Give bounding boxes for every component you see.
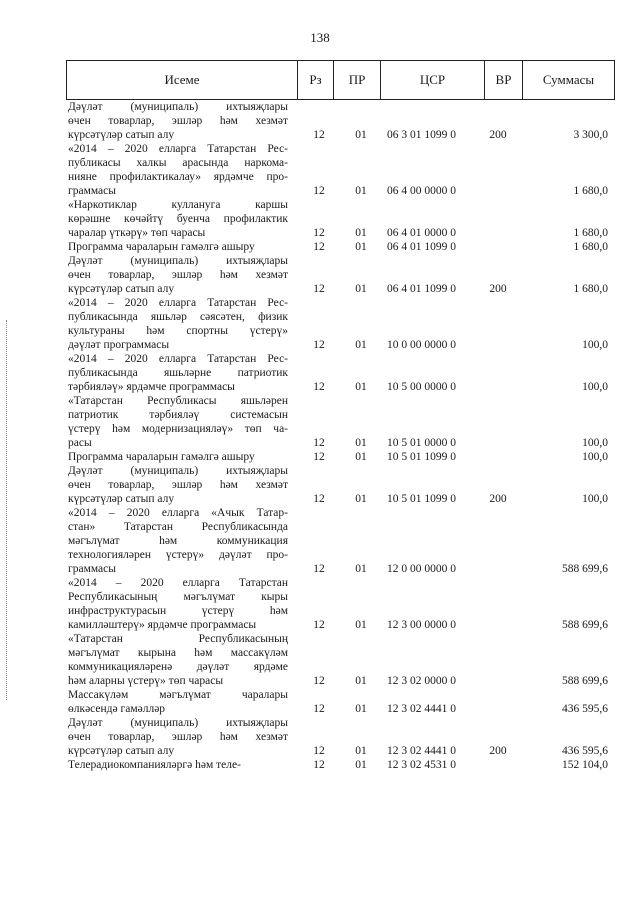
row-sum: 1 680,0 <box>573 227 608 239</box>
row-name-line: өчен товарлар, эшләр һәм хезмәт <box>68 479 288 491</box>
row-sum: 100,0 <box>582 437 608 449</box>
row-name-line: мәгълүмат кырына һәм массакүләм <box>68 647 288 659</box>
row-name-line: «2014 – 2020 елларга Татарстан Рес- <box>68 143 288 155</box>
row-pr: 01 <box>355 283 367 295</box>
row-name <box>68 198 288 240</box>
row-name-line: «Татарстан Республикасының <box>68 633 288 645</box>
row-sum: 436 595,6 <box>562 703 608 715</box>
row-name <box>68 688 288 716</box>
row-csr: 10 5 01 0000 0 <box>387 437 456 449</box>
table-row <box>0 296 640 352</box>
row-name-line: Дәүләт (муниципаль) ихтыяҗлары <box>68 255 288 267</box>
row-name <box>68 464 288 506</box>
row-csr: 06 3 01 1099 0 <box>387 129 456 141</box>
row-name-line: «2014 – 2020 елларга Татарстан Рес- <box>68 353 288 365</box>
row-name-line: күрсәтүләр сатып алу <box>68 745 175 757</box>
row-name-line: өчен товарлар, эшләр һәм хезмәт <box>68 269 288 281</box>
row-sum: 1 680,0 <box>573 241 608 253</box>
row-csr: 06 4 01 0000 0 <box>387 227 456 239</box>
row-name-line: публикасы халкы арасында наркома- <box>68 157 288 169</box>
table-row <box>0 576 640 632</box>
row-name-line: Программа чараларын гамәлгә ашыру <box>68 241 255 253</box>
row-name <box>68 100 288 142</box>
row-rz: 12 <box>313 227 325 239</box>
table-row <box>0 464 640 506</box>
row-name <box>68 632 288 688</box>
row-pr: 01 <box>355 227 367 239</box>
row-pr: 01 <box>355 675 367 687</box>
row-sum: 436 595,6 <box>562 745 608 757</box>
row-name-line: «2014 – 2020 елларга Татарстан <box>68 577 288 589</box>
row-name-line: һәм аларны үстерү» төп чарасы <box>68 675 224 687</box>
row-name <box>68 296 288 352</box>
row-name-line: Республикасының мәгълүмат кыры <box>68 591 288 603</box>
row-name-line: өчен товарлар, эшләр һәм хезмәт <box>68 115 288 127</box>
row-rz: 12 <box>313 759 325 771</box>
row-sum: 588 699,6 <box>562 675 608 687</box>
margin-scan-mark <box>6 320 9 700</box>
row-rz: 12 <box>313 185 325 197</box>
row-name-line: «Татарстан Республикасы яшьләрен <box>68 395 288 407</box>
row-pr: 01 <box>355 241 367 253</box>
row-vr: 200 <box>489 283 507 295</box>
row-pr: 01 <box>355 339 367 351</box>
row-name-line: инфраструктурасын үстерү һәм <box>68 605 288 617</box>
row-pr: 01 <box>355 759 367 771</box>
row-name-line: өчен товарлар, эшләр һәм хезмәт <box>68 731 288 743</box>
row-vr: 200 <box>489 745 507 757</box>
row-pr: 01 <box>355 703 367 715</box>
row-name-line: нияне профилактикалау» ярдәмче про- <box>68 171 288 183</box>
row-rz: 12 <box>313 381 325 393</box>
row-name-line: камилләштерү» ярдәмче программасы <box>68 619 257 631</box>
row-name-line: стан» Татарстан Республикасында <box>68 521 288 533</box>
row-csr: 06 4 01 1099 0 <box>387 283 456 295</box>
header-rz: Рз <box>298 61 334 99</box>
table-body <box>0 100 640 772</box>
row-name-line: коммуникацияләренә дәүләт ярдәме <box>68 661 288 673</box>
row-name-line: «2014 – 2020 елларга Татарстан Рес- <box>68 297 288 309</box>
row-csr: 12 3 02 4441 0 <box>387 703 456 715</box>
row-sum: 588 699,6 <box>562 619 608 631</box>
row-rz: 12 <box>313 675 325 687</box>
row-rz: 12 <box>313 493 325 505</box>
row-rz: 12 <box>313 451 325 463</box>
header-name: Исеме <box>67 61 298 99</box>
row-csr: 12 3 02 4441 0 <box>387 745 456 757</box>
row-csr: 10 0 00 0000 0 <box>387 339 456 351</box>
row-rz: 12 <box>313 339 325 351</box>
row-name <box>68 506 288 576</box>
table-row <box>0 142 640 198</box>
row-pr: 01 <box>355 563 367 575</box>
header-sum: Суммасы <box>542 72 595 87</box>
row-csr: 12 3 00 0000 0 <box>387 619 456 631</box>
row-name-line: Дәүләт (муниципаль) ихтыяҗлары <box>68 101 288 113</box>
row-name-line: дәүләт программасы <box>68 339 170 351</box>
row-name-line: күрсәтүләр сатып алу <box>68 283 175 295</box>
row-pr: 01 <box>355 493 367 505</box>
row-name-line: технологияләрен үстерү» дәүләт про- <box>68 549 288 561</box>
row-name-line: Программа чараларын гамәлгә ашыру <box>68 451 255 463</box>
row-rz: 12 <box>313 283 325 295</box>
table-row <box>0 240 640 254</box>
row-name <box>68 716 288 758</box>
row-pr: 01 <box>355 129 367 141</box>
table-row <box>0 394 640 450</box>
row-csr: 06 4 01 1099 0 <box>387 241 456 253</box>
table-row <box>0 450 640 464</box>
row-rz: 12 <box>313 619 325 631</box>
row-name-line: публикасында яшьләр сәясәтен, физик <box>68 311 288 323</box>
row-sum: 100,0 <box>582 339 608 351</box>
row-name-line: чаралар үткәрү» төп чарасы <box>68 227 206 239</box>
row-rz: 12 <box>313 745 325 757</box>
row-rz: 12 <box>313 563 325 575</box>
row-name <box>68 576 288 632</box>
row-name <box>68 450 288 464</box>
row-rz: 12 <box>313 703 325 715</box>
row-pr: 01 <box>355 745 367 757</box>
header-pr: ПР <box>334 61 381 99</box>
row-vr: 200 <box>489 129 507 141</box>
row-name-line: граммасы <box>68 185 116 197</box>
row-name <box>68 254 288 296</box>
row-name-line: үстерү һәм модернизацияләү» төп ча- <box>68 423 288 435</box>
row-rz: 12 <box>313 437 325 449</box>
row-name-line: граммасы <box>68 563 116 575</box>
row-sum: 100,0 <box>582 451 608 463</box>
row-sum: 588 699,6 <box>562 563 608 575</box>
row-csr: 10 5 00 0000 0 <box>387 381 456 393</box>
row-pr: 01 <box>355 381 367 393</box>
table-row <box>0 198 640 240</box>
table-row <box>0 688 640 716</box>
table-row <box>0 758 640 772</box>
table-row <box>0 100 640 142</box>
row-pr: 01 <box>355 451 367 463</box>
row-name-line: «2014 – 2020 елларга «Ачык Татар- <box>68 507 288 519</box>
row-pr: 01 <box>355 185 367 197</box>
page-number: 138 <box>310 30 330 45</box>
row-name-line: Телерадиокомпанияләргә һәм теле- <box>68 759 241 771</box>
row-rz: 12 <box>313 241 325 253</box>
row-csr: 12 3 02 4531 0 <box>387 759 456 771</box>
table-row <box>0 254 640 296</box>
header-vr: ВР <box>485 61 523 99</box>
row-name <box>68 352 288 394</box>
row-name <box>68 394 288 450</box>
row-name-line: расы <box>68 437 92 449</box>
row-sum: 1 680,0 <box>573 185 608 197</box>
row-sum: 100,0 <box>582 381 608 393</box>
row-pr: 01 <box>355 619 367 631</box>
row-csr: 06 4 00 0000 0 <box>387 185 456 197</box>
table-row <box>0 632 640 688</box>
row-name-line: Дәүләт (муниципаль) ихтыяҗлары <box>68 465 288 477</box>
header-csr: ЦСР <box>381 61 485 99</box>
row-name-line: патриотик тәрбияләү системасын <box>68 409 288 421</box>
row-csr: 12 3 02 0000 0 <box>387 675 456 687</box>
row-sum: 100,0 <box>582 493 608 505</box>
row-name-line: «Наркотиклар кулланугa каршы <box>68 199 288 211</box>
row-sum: 3 300,0 <box>573 129 608 141</box>
row-vr: 200 <box>489 493 507 505</box>
row-sum: 152 104,0 <box>562 759 608 771</box>
row-name-line: мәгълүмат һәм коммуникация <box>68 535 288 547</box>
table-row <box>0 506 640 576</box>
row-name-line: күрсәтүләр сатып алу <box>68 129 175 141</box>
row-pr: 01 <box>355 437 367 449</box>
row-name-line: Массакүләм мәгълүмат чаралары <box>68 689 288 701</box>
row-csr: 12 0 00 0000 0 <box>387 563 456 575</box>
row-name-line: Дәүләт (муниципаль) ихтыяҗлары <box>68 717 288 729</box>
row-name-line: өлкәсендә гамәлләр <box>68 703 166 715</box>
row-name-line: публикасында яшьләрне патриотик <box>68 367 288 379</box>
row-csr: 10 5 01 1099 0 <box>387 493 456 505</box>
row-name <box>68 240 288 254</box>
row-rz: 12 <box>313 129 325 141</box>
row-name-line: культураны һәм спортны үстерү» <box>68 325 288 337</box>
row-sum: 1 680,0 <box>573 283 608 295</box>
row-csr: 10 5 01 1099 0 <box>387 451 456 463</box>
row-name-line: күрсәтүләр сатып алу <box>68 493 175 505</box>
row-name <box>68 758 288 772</box>
row-name-line: тәрбияләү» ярдәмче программасы <box>68 381 235 393</box>
table-row <box>0 352 640 394</box>
table-row <box>0 716 640 758</box>
row-name-line: көрәшне көчәйтү буенча профилактик <box>68 213 288 225</box>
table-header <box>66 60 615 100</box>
row-name <box>68 142 288 198</box>
